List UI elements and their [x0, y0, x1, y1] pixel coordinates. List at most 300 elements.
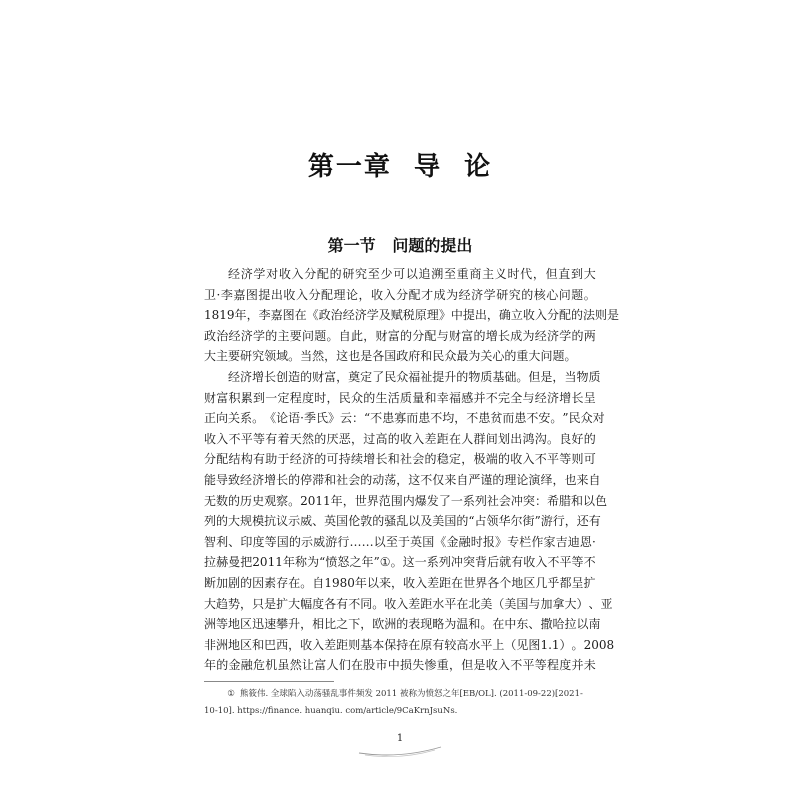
glyph: 财	[449, 328, 462, 343]
body-line	[204, 594, 613, 615]
glyph: 不	[466, 411, 479, 426]
glyph: 对	[592, 411, 605, 426]
glyph: ，	[342, 493, 355, 508]
glyph: 问	[558, 287, 571, 302]
glyph: 入	[535, 555, 548, 570]
glyph: 温	[456, 617, 469, 632]
glyph: 的	[216, 514, 229, 529]
glyph: 入	[412, 431, 425, 446]
glyph: 迪	[567, 534, 580, 549]
glyph: 欧	[372, 617, 385, 632]
glyph: 财	[312, 369, 325, 384]
body-line	[204, 449, 596, 470]
glyph: 心	[492, 349, 505, 364]
glyph: 国	[384, 349, 397, 364]
glyph: 加	[540, 596, 553, 611]
glyph: 平	[547, 452, 560, 467]
glyph: 冲	[450, 555, 463, 570]
glyph: 大	[583, 267, 596, 281]
glyph: 的	[329, 267, 342, 281]
glyph: 等	[534, 658, 547, 673]
glyph: 不	[348, 596, 361, 611]
glyph: 自	[338, 328, 351, 343]
glyph: 距	[420, 596, 433, 611]
glyph: 出	[270, 287, 283, 302]
glyph: 患	[514, 411, 527, 426]
glyph: ，	[449, 658, 462, 673]
glyph: 中	[450, 308, 463, 323]
glyph: 是	[540, 369, 553, 384]
glyph: 差	[408, 596, 421, 611]
glyph: 问	[540, 349, 553, 364]
glyph: 年	[234, 308, 247, 323]
glyph: 的	[314, 431, 327, 446]
body-line	[204, 367, 601, 388]
glyph: 众	[351, 390, 364, 405]
glyph: 时	[507, 267, 520, 281]
glyph: 质	[588, 369, 601, 384]
glyph: 重	[516, 349, 529, 364]
glyph: 这	[402, 555, 415, 570]
glyph: 无	[204, 493, 217, 508]
glyph: 恩	[579, 534, 592, 549]
glyph: 和	[424, 390, 437, 405]
glyph: 把	[240, 555, 253, 570]
glyph: 了	[372, 369, 385, 384]
glyph: 入	[383, 287, 396, 302]
glyph: 一	[450, 493, 463, 508]
glyph: 经	[228, 267, 241, 281]
glyph: 攀	[276, 617, 289, 632]
glyph: ，	[396, 472, 409, 487]
glyph: 但	[528, 369, 541, 384]
glyph: 利	[216, 534, 229, 549]
glyph: 围	[390, 493, 403, 508]
glyph: 学	[483, 287, 496, 302]
glyph: 有	[253, 452, 266, 467]
glyph: 程	[547, 658, 560, 673]
glyph: 能	[204, 472, 217, 487]
glyph: ，	[360, 617, 373, 632]
glyph: 不	[547, 555, 560, 570]
glyph: 冲	[510, 493, 523, 508]
body-line	[204, 573, 596, 594]
glyph: ，	[288, 637, 301, 652]
glyph: 研	[342, 267, 355, 281]
glyph: 入	[291, 267, 304, 281]
glyph: 、	[312, 514, 325, 529]
glyph: 生	[375, 390, 388, 405]
glyph: 赫	[216, 555, 229, 570]
glyph: 行	[552, 514, 565, 529]
glyph: 提	[432, 369, 445, 384]
glyph: 富	[461, 328, 474, 343]
glyph: 系	[240, 411, 253, 426]
glyph: ，	[391, 575, 404, 590]
glyph: 大	[564, 596, 577, 611]
glyph: 。	[300, 575, 313, 590]
glyph: 李	[258, 308, 271, 323]
glyph: 及	[378, 308, 391, 323]
glyph: 系	[462, 493, 475, 508]
glyph: 拉	[204, 555, 217, 570]
glyph: 划	[498, 431, 511, 446]
glyph: 2011	[300, 493, 331, 508]
glyph: 大	[528, 349, 541, 364]
glyph: 不	[583, 555, 596, 570]
glyph: 虽	[277, 658, 290, 673]
glyph: 伦	[348, 514, 361, 529]
glyph: 入	[396, 596, 409, 611]
glyph: 国	[444, 514, 457, 529]
glyph: 也	[348, 349, 361, 364]
glyph: 年	[330, 493, 343, 508]
glyph: 自	[312, 575, 325, 590]
glyph: 经	[534, 328, 547, 343]
glyph: ”	[534, 514, 541, 529]
glyph: 。	[480, 617, 493, 632]
glyph: ）	[559, 637, 572, 652]
glyph: 了	[438, 493, 451, 508]
glyph: 社	[486, 493, 499, 508]
body-line	[204, 305, 620, 326]
glyph: 下	[348, 617, 361, 632]
glyph: 造	[288, 369, 301, 384]
glyph: 之	[336, 617, 349, 632]
glyph: 演	[528, 472, 541, 487]
glyph: 并	[571, 658, 584, 673]
glyph: 的	[360, 472, 373, 487]
glyph: 究	[252, 349, 265, 364]
glyph: 主	[482, 267, 495, 281]
glyph: 西	[276, 637, 289, 652]
glyph: 收	[523, 555, 536, 570]
glyph: 列	[204, 514, 217, 529]
glyph: 平	[444, 596, 457, 611]
glyph: 游	[540, 514, 553, 529]
glyph: 入	[534, 308, 547, 323]
glyph: 现	[420, 617, 433, 632]
glyph: 乎	[547, 575, 560, 590]
glyph: 较	[444, 637, 457, 652]
glyph: 到	[253, 390, 266, 405]
glyph: 北	[468, 596, 481, 611]
glyph: 长	[498, 328, 511, 343]
glyph: 高	[375, 431, 388, 446]
glyph: 度	[302, 390, 315, 405]
glyph: 量	[412, 390, 425, 405]
glyph: 美	[432, 514, 445, 529]
glyph: 领	[264, 349, 277, 364]
glyph: 研	[496, 287, 509, 302]
glyph: 法	[583, 308, 596, 323]
glyph: 物	[468, 369, 481, 384]
glyph: 基	[492, 369, 505, 384]
glyph: 、	[528, 617, 541, 632]
glyph: 来	[444, 472, 457, 487]
glyph: 幅	[300, 596, 313, 611]
glyph: 原	[414, 308, 427, 323]
glyph: 华	[498, 514, 511, 529]
glyph: 《	[434, 534, 447, 549]
glyph: 平	[522, 658, 535, 673]
glyph: 和	[387, 452, 400, 467]
glyph: 均	[442, 411, 455, 426]
glyph: 至	[443, 267, 456, 281]
glyph: 美	[504, 596, 517, 611]
glyph: 一	[414, 555, 427, 570]
glyph: ，	[324, 349, 337, 364]
glyph: 时	[470, 534, 483, 549]
body-line	[204, 511, 601, 532]
glyph: 同	[360, 596, 373, 611]
glyph: 金	[446, 534, 459, 549]
glyph: 表	[408, 617, 421, 632]
glyph: 街	[522, 514, 535, 529]
glyph: ，	[486, 308, 499, 323]
glyph: 济	[547, 328, 560, 343]
glyph: 济	[354, 308, 367, 323]
glyph: 》	[438, 308, 451, 323]
glyph: 福	[408, 369, 421, 384]
glyph: ”	[373, 555, 380, 570]
glyph: 背	[475, 555, 488, 570]
glyph: 距	[436, 431, 449, 446]
glyph: 速	[264, 617, 277, 632]
glyph: 理	[333, 287, 346, 302]
glyph: 让	[302, 658, 315, 673]
glyph: 色	[595, 493, 608, 508]
glyph: 成	[510, 328, 523, 343]
footnote-line-2	[204, 703, 596, 720]
body-line	[204, 655, 596, 676]
glyph: 大	[228, 514, 241, 529]
glyph: 济	[471, 287, 484, 302]
glyph: 嘉	[233, 287, 246, 302]
glyph: 立	[510, 308, 523, 323]
glyph: 研	[240, 349, 253, 364]
glyph: 领	[486, 514, 499, 529]
glyph: 重	[456, 267, 469, 281]
glyph: 商	[469, 267, 482, 281]
glyph: 经	[228, 369, 241, 384]
glyph: 论	[276, 411, 289, 426]
glyph: 当	[300, 349, 313, 364]
glyph: 机	[265, 658, 278, 673]
glyph: 不	[526, 411, 539, 426]
glyph: 奠	[348, 369, 361, 384]
glyph: 平	[559, 555, 572, 570]
glyph: 增	[252, 369, 265, 384]
glyph: 趋	[216, 596, 229, 611]
glyph: ，	[461, 452, 474, 467]
glyph: 的	[288, 534, 301, 549]
glyph: 地	[228, 637, 241, 652]
glyph: 在	[408, 637, 421, 652]
glyph: ，	[336, 369, 349, 384]
glyph: 。	[288, 349, 301, 364]
glyph: 分	[204, 452, 217, 467]
glyph: 的	[583, 431, 596, 446]
glyph: 历	[240, 493, 253, 508]
glyph: 剧	[228, 575, 241, 590]
glyph: 济	[240, 369, 253, 384]
glyph: 的	[424, 452, 437, 467]
glyph: ，	[326, 390, 339, 405]
glyph: 好	[571, 431, 584, 446]
glyph: 两	[583, 328, 596, 343]
glyph: 持	[396, 637, 409, 652]
glyph: 突	[462, 555, 475, 570]
glyph: ，	[363, 328, 376, 343]
glyph: 济	[240, 267, 253, 281]
glyph: 创	[276, 369, 289, 384]
glyph: 安	[538, 411, 551, 426]
glyph: 危	[253, 658, 266, 673]
glyph: 。	[326, 328, 339, 343]
glyph: 民	[568, 411, 581, 426]
glyph: 图	[245, 287, 258, 302]
glyph: 配	[408, 287, 421, 302]
glyph: 云	[340, 411, 353, 426]
glyph: 世	[463, 575, 476, 590]
glyph: 平	[480, 637, 493, 652]
glyph: 才	[421, 287, 434, 302]
glyph: 稳	[436, 452, 449, 467]
footnote-line-1	[204, 686, 596, 703]
glyph: 社	[400, 452, 413, 467]
glyph: 到	[570, 267, 583, 281]
glyph: 亚	[600, 596, 613, 611]
glyph: 失	[412, 658, 425, 673]
glyph: 和	[324, 472, 337, 487]
glyph: ·	[591, 534, 596, 549]
glyph: 配	[316, 267, 329, 281]
glyph: 和	[468, 617, 481, 632]
glyph: 治	[216, 328, 229, 343]
glyph: 题	[552, 349, 565, 364]
glyph: 的	[216, 658, 229, 673]
glyph: 定	[449, 452, 462, 467]
glyph: 的	[571, 328, 584, 343]
glyph: 也	[564, 472, 577, 487]
glyph: ，	[351, 431, 364, 446]
glyph: 民	[384, 369, 397, 384]
glyph: 此	[351, 328, 364, 343]
glyph: 行	[337, 534, 350, 549]
glyph: 惨	[424, 658, 437, 673]
glyph: 季	[303, 411, 316, 426]
glyph: 及	[420, 514, 433, 529]
glyph: 专	[507, 534, 520, 549]
glyph: 理	[504, 472, 517, 487]
glyph: 们	[338, 658, 351, 673]
glyph: ，	[246, 308, 259, 323]
glyph: 活	[387, 390, 400, 405]
glyph: 等	[559, 452, 572, 467]
glyph: 的	[372, 514, 385, 529]
glyph: 曼	[228, 555, 241, 570]
glyph: 良	[559, 431, 572, 446]
body-line	[204, 532, 596, 553]
glyph: 为	[307, 555, 320, 570]
glyph: 配	[558, 308, 571, 323]
glyph: 国	[422, 534, 435, 549]
glyph: 是	[360, 349, 373, 364]
glyph: 入	[415, 575, 428, 590]
glyph: 保	[384, 637, 397, 652]
glyph: 收	[371, 287, 384, 302]
body-line	[204, 388, 596, 409]
glyph: 提	[462, 308, 475, 323]
glyph: 1.1	[540, 637, 560, 652]
glyph: 威	[313, 534, 326, 549]
glyph: 政	[396, 349, 409, 364]
glyph: 代	[520, 267, 533, 281]
glyph: 有	[588, 514, 601, 529]
glyph: 素	[264, 575, 277, 590]
glyph: 洲	[204, 617, 217, 632]
glyph: 主	[216, 349, 229, 364]
glyph: 会	[498, 493, 511, 508]
glyph: 英	[324, 514, 337, 529]
glyph: ，	[564, 514, 577, 529]
glyph: 论	[346, 287, 359, 302]
glyph: 。	[372, 596, 385, 611]
glyph: 爆	[414, 493, 427, 508]
glyph: 富	[324, 369, 337, 384]
glyph: 呈	[583, 390, 596, 405]
glyph: 心	[546, 287, 559, 302]
glyph: 撒	[540, 617, 553, 632]
glyph: 距	[439, 575, 452, 590]
glyph: 卫	[204, 287, 217, 302]
glyph: 的	[456, 369, 469, 384]
glyph: 之	[349, 555, 362, 570]
glyph: 是	[473, 658, 486, 673]
glyph: 学	[366, 308, 379, 323]
glyph: 东	[516, 617, 529, 632]
glyph: 核	[533, 287, 546, 302]
glyph: 可	[393, 267, 406, 281]
glyph: 济	[252, 472, 265, 487]
glyph: 但	[545, 267, 558, 281]
glyph: 众	[444, 349, 457, 364]
glyph: 患	[478, 411, 491, 426]
glyph: 观	[264, 493, 277, 508]
glyph: 2008	[583, 637, 615, 652]
glyph: 发	[426, 493, 439, 508]
body-line	[204, 408, 605, 429]
glyph: 赋	[390, 308, 403, 323]
glyph: 收	[400, 431, 413, 446]
glyph: 相	[312, 617, 325, 632]
glyph: 但	[461, 658, 474, 673]
body-line	[204, 552, 596, 573]
glyph: 哈	[552, 617, 565, 632]
glyph: 水	[432, 596, 445, 611]
glyph: ，	[300, 617, 313, 632]
glyph: 的	[521, 287, 534, 302]
glyph: 不	[485, 390, 498, 405]
glyph: 见	[516, 637, 529, 652]
glyph: 结	[228, 452, 241, 467]
glyph: 国	[336, 514, 349, 529]
glyph: 确	[498, 308, 511, 323]
glyph: 究	[355, 267, 368, 281]
glyph: 巴	[264, 637, 277, 652]
glyph: 成	[433, 287, 446, 302]
